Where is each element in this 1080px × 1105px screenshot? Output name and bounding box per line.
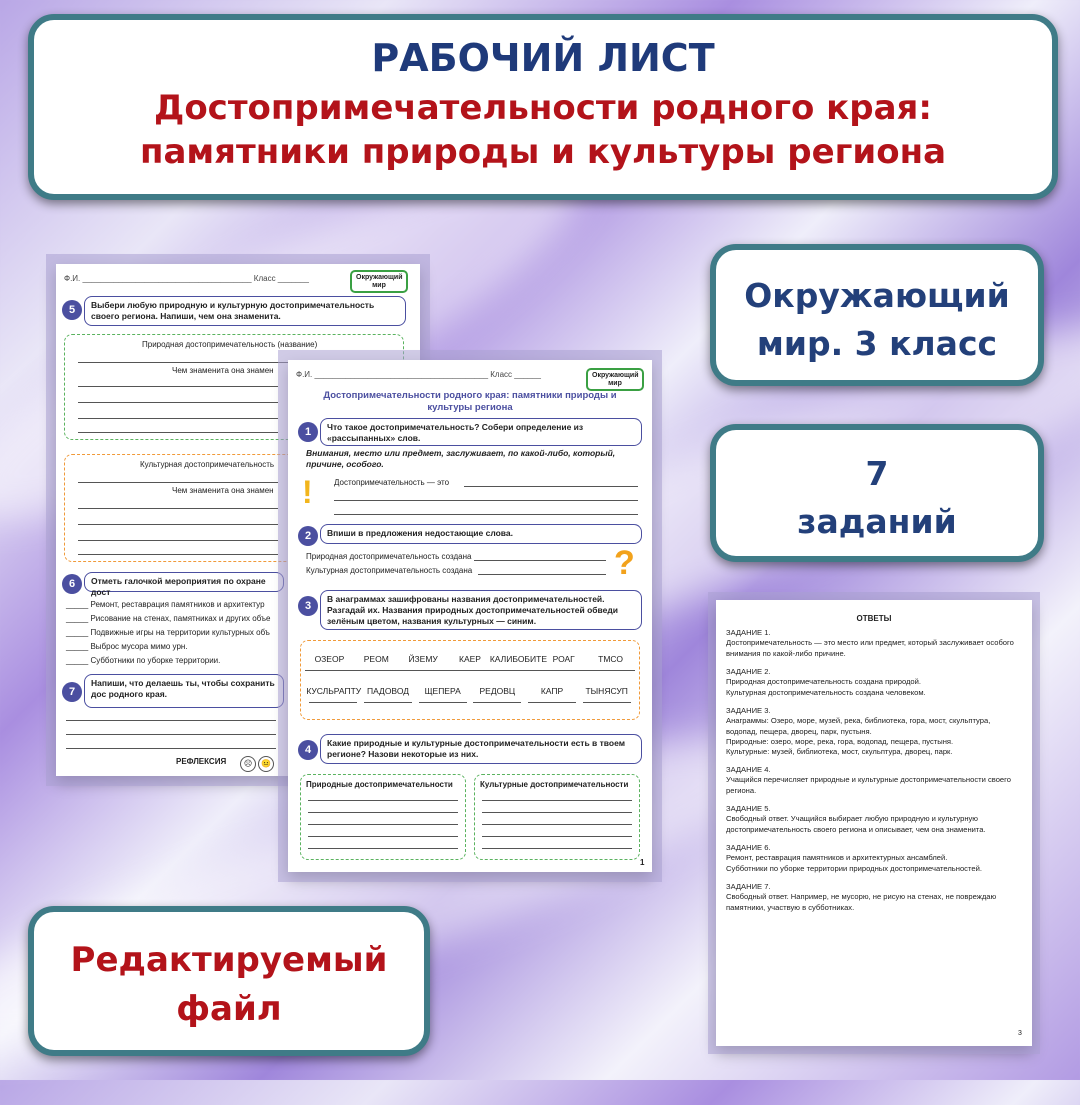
question-2-number: 2 [298,526,318,546]
anagram-word: КУСЛЬРАПТУ [306,686,362,696]
anagram-answer-line [305,670,353,671]
name-class-field: Ф.И. _______________________________________ Класс ______ [296,370,541,379]
answer-line [482,812,632,813]
worksheet-label: РАБОЧИЙ ЛИСТ [371,36,715,80]
answer-line [308,824,458,825]
subject-badge: Окружающий мир [586,368,644,391]
anagram-answer-line [587,670,635,671]
question-mark-icon: ? [614,544,635,582]
culture-sight-label: Культурная достопримечательность [140,460,275,469]
q6-item: _____ Выброс мусора мимо урн. [66,642,188,651]
reflection-faces [238,753,274,772]
answer-line [308,812,458,813]
anagram-answer-line [528,702,576,703]
title-card [28,14,1058,200]
answers-title: ОТВЕТЫ [856,614,892,623]
anagram-word: ОЗЕОР [314,654,345,664]
famous-for-label: Чем знаменита она знамен [172,366,274,375]
question-4-text: Какие природные и культурные достопримечательности есть в твоем регионе? Назови некоторые из них. [320,734,642,764]
anagram-word: ЙЗЕМУ [408,654,438,664]
editable-file-card [28,906,430,1056]
definition-prompt: Достопримечательность — это [334,478,450,487]
anagram-answer-line [540,670,588,671]
answer-line [308,848,458,849]
question-5-text: Выбери любую природную и культурную достопримечательность своего региона. Напиши, чем она знаменита. [84,296,406,326]
q6-item: _____ Подвижные игры на территории культурных объ [66,628,270,637]
famous-for-label: Чем знаменита она знамен [172,486,274,495]
neutral-face-icon: 😐 [258,756,274,772]
question-5-number: 5 [62,300,82,320]
answer-line [78,386,278,387]
answer-line [308,836,458,837]
subject-line2: мир. 3 класс [756,323,998,363]
question-2-text: Впиши в предложения недостающие слова. [320,524,642,544]
anagram-answer-line [352,670,400,671]
topic-title-line1: Достопримечательности родного края: [154,88,932,128]
answer-line [482,824,632,825]
question-7-number: 7 [62,682,82,702]
reflection-label: РЕФЛЕКСИЯ [176,757,227,766]
topic-title [34,86,1052,174]
anagrams-box [300,640,640,720]
answer-line [66,734,276,735]
anagram-word: КАПР [540,686,564,696]
anagram-answer-line [446,670,494,671]
answer-line [474,560,606,561]
answers-page [716,600,1032,1046]
anagram-word: КАЛИБОБИТЕ [489,654,547,664]
nature-sight-label: Природная достопримечательность (название) [142,340,318,349]
answer-line [482,800,632,801]
answer-line [482,836,632,837]
name-class-field: Ф.И. ______________________________________ Класс _______ [64,274,309,283]
question-6-number: 6 [62,574,82,594]
question-3-number: 3 [298,596,318,616]
subject-badge: Окружающий мир [350,270,408,293]
question-7-text: Напиши, что делаешь ты, чтобы сохранить дос родного края. [84,674,284,708]
answer-line [78,482,278,483]
answer-line [78,524,278,525]
q6-item: _____ Субботники по уборке территории. [66,656,221,665]
anagram-answer-line [583,702,631,703]
answer-paragraph: ЗАДАНИЕ 1. Достопримечательность — это место или предмет, который заслуживает особого внимания по какой-либо причине. [726,628,1014,658]
answer-line [78,540,278,541]
tasks-count-card [710,424,1044,562]
anagram-word: ТМСО [598,654,623,664]
answer-paragraph: ЗАДАНИЕ 5. Свободный ответ. Учащийся выбирает любую природную и культурную достопримечательность своего региона и описывает, чем она знаменита. [726,804,986,834]
page-number: 3 [1018,1030,1022,1037]
question-3-text: В анаграммах зашифрованы названия достопримечательностей. Разгадай их. Названия природных достопримечательностей обведи зелёным цветом, названия культурных — синим. [320,590,642,630]
anagram-answer-line [364,702,412,703]
editable-line2: файл [176,989,282,1030]
exclamation-icon: ! [302,474,313,510]
question-6-text: Отметь галочкой мероприятия по охране дост [84,572,284,592]
answer-line [78,418,278,419]
anagram-word: РОАГ [552,654,575,664]
answer-paragraph: ЗАДАНИЕ 6. Ремонт, реставрация памятников и архитектурных ансамблей. Субботники по уборке территории природных достопримечательностей. [726,843,982,873]
q6-item: _____ Ремонт, реставрация памятников и архитектур [66,600,265,609]
nature-created-prompt: Природная достопримечательность создана [306,552,472,561]
answer-line [66,748,276,749]
answer-line [334,514,638,515]
question-4-number: 4 [298,740,318,760]
anagram-word: РЕОМ [363,654,389,664]
answer-paragraph: ЗАДАНИЕ 4. Учащийся перечисляет природные и культурные достопримечательности своего региона. [726,765,1011,795]
answer-line [334,500,638,501]
topic-title-line2: памятники природы и культуры региона [139,132,947,173]
worksheet-page-front [288,360,652,872]
answer-paragraph: ЗАДАНИЕ 7. Свободный ответ. Например, не мусорю, не рисую на стенах, не повреждаю памятники, участвую в субботниках. [726,882,997,912]
editable-line1: Редактируемый [70,940,388,980]
answer-line [464,486,638,487]
answer-line [478,574,606,575]
anagram-answer-line [473,702,521,703]
answer-line [66,720,276,721]
q6-item: _____ Рисование на стенах, памятниках и других объе [66,614,271,623]
answer-paragraph: ЗАДАНИЕ 2. Природная достопримечательность создана природой. Культурная достопримечательность создана человеком. [726,667,926,697]
worksheet-heading: Достопримечательности родного края: памятники природы и культуры региона [323,390,617,414]
anagram-answer-line [399,670,447,671]
anagram-word: КАЕР [459,654,481,664]
page-number: 1 [640,858,645,867]
anagram-answer-line [309,702,357,703]
culture-sights-heading: Культурные достопримечательности [480,780,629,789]
answer-line [482,848,632,849]
answer-line [78,508,278,509]
anagram-answer-line [419,702,467,703]
answer-line [308,800,458,801]
answer-line [78,432,278,433]
question-1-text: Что такое достопримечательность? Собери определение из «рассыпанных» слов. [320,418,642,446]
tasks-count: 7 [865,454,889,493]
anagram-word: ЩЕПЕРА [424,686,461,696]
anagram-word: ТЫНЯСУП [585,686,628,696]
anagram-answer-line [493,670,541,671]
sad-face-icon: ☹ [240,756,256,772]
culture-created-prompt: Культурная достопримечательность создана [306,566,473,575]
answer-line [78,554,278,555]
scrambled-words: Внимания, место или предмет, заслуживает, по какой-либо, который, причине, особого. [306,448,616,470]
question-1-number: 1 [298,422,318,442]
anagram-word: ПАДОВОД [367,686,409,696]
answer-line [78,402,278,403]
anagram-word: РЕДОВЦ [479,686,516,696]
answer-paragraph: ЗАДАНИЕ 3. Анаграммы: Озеро, море, музей, река, библиотека, гора, мост, скульптура, водопад, пещера, дворец, парк, пустыня. Природные: озеро, море, река, гора, водопад, пещера, пустыня. Культурные: музей, библиотека, мост, скульптура, дворец, парк. [726,706,991,756]
tasks-label: заданий [797,501,957,541]
subject-line1: Окружающий [744,276,1010,315]
nature-sights-heading: Природные достопримечательности [306,780,453,789]
subject-card [710,244,1044,386]
